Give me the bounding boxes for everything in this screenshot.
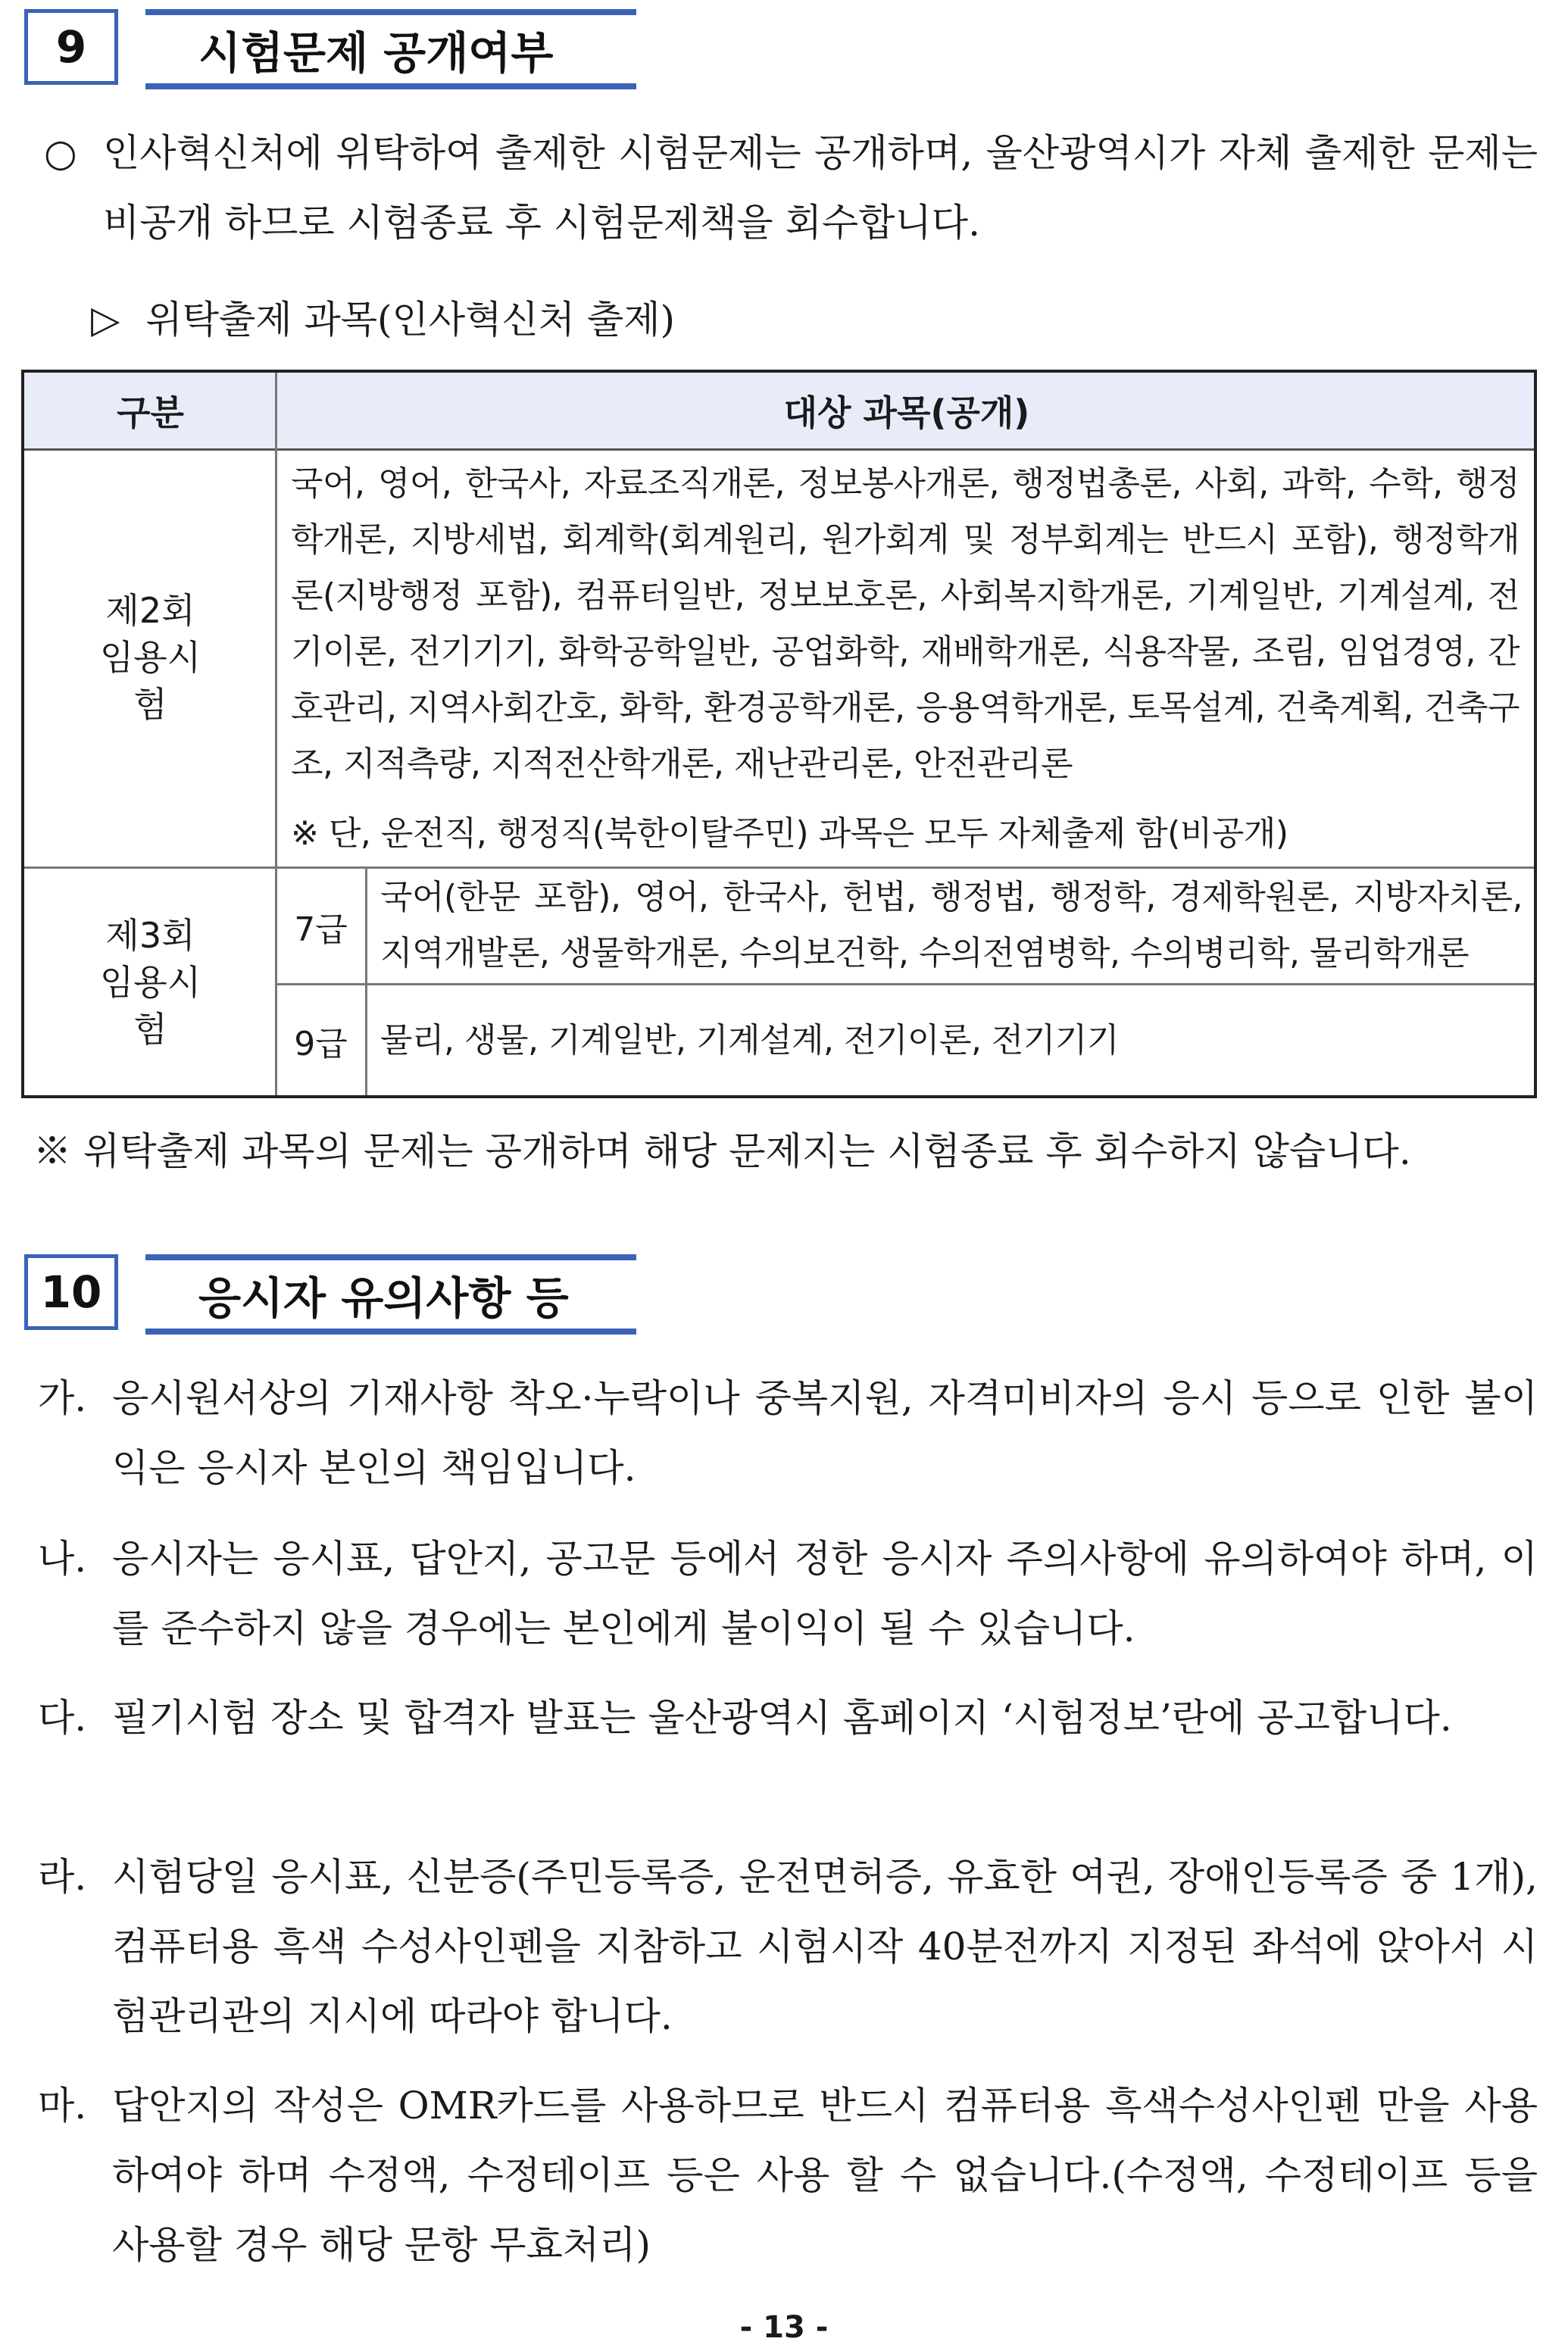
notice-item-na bbox=[38, 1524, 1538, 1663]
round3-label: 제3회 임용시험 bbox=[99, 914, 201, 1050]
notice-item-ra bbox=[38, 1842, 1538, 2051]
grade-column-divider bbox=[365, 866, 367, 1095]
page-number: - 13 - bbox=[739, 2310, 829, 2345]
section9-number: 9 bbox=[24, 9, 118, 85]
section10-number: 10 bbox=[24, 1254, 118, 1330]
item-marker: 마. bbox=[38, 2084, 87, 2128]
round2-label: 제2회 임용시험 bbox=[99, 590, 201, 725]
section9-subheading bbox=[91, 285, 1000, 354]
header-division: 구분 bbox=[117, 392, 184, 433]
grade7-subjects: 국어(한문 포함), 영어, 한국사, 헌법, 행정법, 행정학, 경제학원론, 지방자치론, 지역개발론, 생물학개론, 수의보건학, 수의전염병학, 수의병리학, 물리학개론 bbox=[380, 878, 1523, 973]
delegated-subjects-table bbox=[21, 370, 1537, 1098]
notice-item-da bbox=[38, 1683, 1538, 1753]
grade9-subjects: 물리, 생물, 기계일반, 기계설계, 전기이론, 전기기기 bbox=[380, 1020, 1119, 1060]
item-marker: 라. bbox=[38, 1855, 87, 1899]
grade9-label: 9급 bbox=[294, 1024, 348, 1063]
notice-item-ga bbox=[38, 1363, 1538, 1503]
item-text: 시험당일 응시표, 신분증(주민등록증, 운전면허증, 유효한 여권, 장애인등록증 중 1개), 컴퓨터용 흑색 수성사인펜을 지참하고 시험시작 40분전까지 지정된 좌석에 앉아서 시험관리관의 지시에 따라야 합니다. bbox=[112, 1855, 1538, 2038]
grade7-label: 7급 bbox=[294, 910, 348, 949]
bullet-circle-icon: ○ bbox=[44, 131, 77, 175]
section9-title: 시험문제 공개여부 bbox=[145, 9, 636, 89]
section9-text: 인사혁신처에 위탁하여 출제한 시험문제는 공개하며, 울산광역시가 자체 출제한 문제는 비공개 하므로 시험종료 후 시험문제책을 회수합니다. bbox=[103, 131, 1538, 245]
item-text: 응시원서상의 기재사항 착오·누락이나 중복지원, 자격미비자의 응시 등으로 인한 불이익은 응시자 본인의 책임입니다. bbox=[112, 1376, 1538, 1490]
item-text: 응시자는 응시표, 답안지, 공고문 등에서 정한 응시자 주의사항에 유의하여야 하며, 이를 준수하지 않을 경우에는 본인에게 불이익이 될 수 있습니다. bbox=[112, 1537, 1538, 1650]
section9-paragraph bbox=[44, 118, 1538, 258]
item-marker: 나. bbox=[38, 1537, 87, 1581]
item-marker: 가. bbox=[38, 1376, 87, 1420]
item-marker: 다. bbox=[38, 1696, 87, 1740]
round2-subjects: 국어, 영어, 한국사, 자료조직개론, 정보봉사개론, 행정법총론, 사회, 과학, 수학, 행정학개론, 지방세법, 회계학(회계원리, 원가회계 및 정부회계는 반드시 포함), 행정학개론(지방행정 포함), 컴퓨터일반, 정보보호론, 사회복지학개론, 기계일반, 기계설계, 전기이론, 전기기기, 화학공학일반, 공업화학, 재배학개론, 식용작물, 조림, 임업경영, 간호관리, 지역사회간호, 화학, 환경공학개론, 응용역학개론, 토목설계, 건축계획, 건축구조, 지적측량, 지적전산학개론, 재난관리론, 안전관리론 bbox=[291, 464, 1520, 783]
item-text: 답안지의 작성은 OMR카드를 사용하므로 반드시 컴퓨터용 흑색수성사인펜 만을 사용하여야 하며 수정액, 수정테이프 등은 사용 할 수 없습니다.(수정액, 수정테이프 등을 사용할 경우 해당 문항 무효처리) bbox=[112, 2084, 1538, 2267]
header-subjects: 대상 과목(공개) bbox=[783, 392, 1030, 433]
item-text: 필기시험 장소 및 합격자 발표는 울산광역시 홈페이지 ‘시험정보’란에 공고합니다. bbox=[112, 1696, 1452, 1740]
section9-footnote: ※ 위탁출제 과목의 문제는 공개하며 해당 문제지는 시험종료 후 회수하지 않습니다. bbox=[33, 1129, 1411, 1173]
triangle-right-icon: ▷ bbox=[91, 298, 120, 342]
notice-item-ma bbox=[38, 2071, 1538, 2280]
round2-note: ※ 단, 운전직, 행정직(북한이탈주민) 과목은 모두 자체출제 함(비공개) bbox=[291, 814, 1288, 853]
subheading-text: 위탁출제 과목(인사혁신처 출제) bbox=[145, 298, 676, 342]
section10-title: 응시자 유의사항 등 bbox=[145, 1254, 636, 1335]
